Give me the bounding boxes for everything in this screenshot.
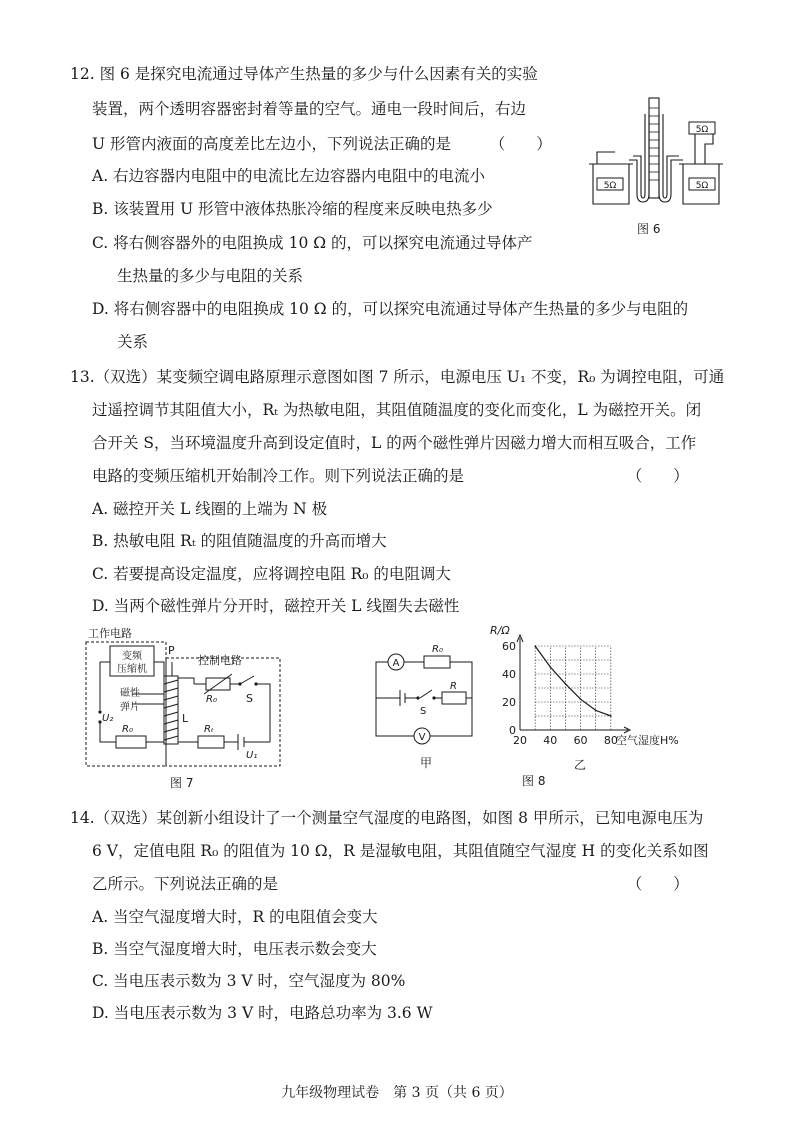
- chart-grid: [535, 646, 611, 730]
- control-circuit-label: 控制电路: [198, 654, 242, 667]
- y-tick-label: 0: [509, 724, 516, 737]
- figure-7-caption: 图 7: [170, 776, 194, 790]
- chart-ticks: [502, 640, 618, 747]
- y-tick-label: 40: [502, 668, 516, 681]
- q13-option-a: A. 磁控开关 L 线圈的上端为 N 极: [92, 500, 328, 518]
- u2-label: U₂: [102, 713, 114, 724]
- chart-xlabel: 空气湿度H%: [616, 734, 679, 747]
- q13-stem-line: 13.（双选）某变频空调电路原理示意图如图 7 所示，电源电压 U₁ 不变，R₀ 为调控电阻，可通: [70, 368, 725, 386]
- figure-8-yi-caption: 乙: [574, 758, 587, 772]
- jia-r-label: R: [450, 681, 457, 692]
- spring-label-2: 弹片: [120, 702, 140, 713]
- jia-r-humidity: [442, 692, 466, 704]
- q14-stem-line: 14.（双选）某创新小组设计了一个测量空气湿度的电路图，如图 8 甲所示，已知电源电压为: [70, 809, 704, 827]
- work-circuit-label: 工作电路: [88, 627, 132, 640]
- x-tick-label: 60: [573, 734, 588, 747]
- x-tick-label: 40: [543, 734, 558, 747]
- series-points: [534, 645, 611, 717]
- left-resistor-label: 5Ω: [603, 181, 617, 191]
- ammeter-label: A: [392, 658, 400, 669]
- y-tick-label: 60: [502, 640, 516, 653]
- data-point: [610, 715, 612, 717]
- q14-stem-line: 乙所示。下列说法正确的是 （ ）: [92, 875, 689, 893]
- spring-label-1: 磁性: [120, 688, 140, 699]
- q13-stem-line: 合开关 S，当环境温度升高到设定值时，L 的两个磁性弹片因磁力增大而相互吸合，工作: [92, 434, 697, 452]
- u1-label: U₁: [246, 750, 258, 761]
- right-resistor-label: 5Ω: [695, 181, 709, 191]
- q12-option-c: C. 将右侧容器外的电阻换成 10 Ω 的，可以探究电流通过导体产: [92, 234, 533, 252]
- data-point: [549, 666, 551, 668]
- y-tick-label: 20: [502, 696, 516, 709]
- figure-8-jia-diagram: [370, 640, 480, 752]
- q14-option-c: C. 当电压表示数为 3 V 时，空气湿度为 80%: [92, 972, 406, 990]
- r0-control-label: R₀: [206, 694, 217, 705]
- q12-option-d-cont: 关系: [117, 333, 149, 351]
- q13-option-b: B. 热敏电阻 Rₜ 的阻值随温度的升高而增大: [92, 532, 387, 550]
- chart-ylabel: R/Ω: [490, 624, 510, 637]
- q12-stem-line: 12. 图 6 是探究电流通过导体产生热量的多少与什么因素有关的实验: [70, 65, 538, 83]
- data-point: [565, 683, 567, 685]
- data-point: [595, 710, 597, 712]
- q13-option-c: C. 若要提高设定温度，应将调控电阻 R₀ 的电阻调大: [92, 565, 451, 583]
- chart-axes: [517, 635, 630, 733]
- x-tick-label: 80: [603, 734, 618, 747]
- q14-option-a: A. 当空气湿度增大时，R 的电阻值会变大: [92, 908, 378, 926]
- q12-stem-line: U 形管内液面的高度差比左边小，下列说法正确的是 （ ）: [92, 135, 552, 153]
- data-point: [580, 698, 582, 700]
- jia-switch-blade: [420, 690, 432, 698]
- series-line-r: [535, 646, 611, 716]
- x-tick-label: 20: [513, 734, 527, 747]
- figure-6-caption: 图 6: [637, 222, 661, 236]
- q12-stem-line: 装置，两个透明容器密封着等量的空气。通电一段时间后，右边: [92, 100, 527, 118]
- page-footer: 九年级物理试卷 第 3 页（共 6 页）: [281, 1085, 513, 1101]
- r0-work-label: R₀: [122, 724, 133, 735]
- jia-s-label: S: [420, 706, 427, 717]
- jia-r0: [424, 656, 450, 668]
- rt-label: Rₜ: [204, 724, 214, 735]
- q14-stem-line: 6 V，定值电阻 R₀ 的阻值为 10 Ω，R 是湿敏电阻，其阻值随空气湿度 H 的变化关系如图: [92, 842, 709, 860]
- q12-option-d: D. 将右侧容器中的电阻换成 10 Ω 的，可以探究电流通过导体产生热量的多少与电阻的: [92, 300, 689, 318]
- jia-r0-label: R₀: [432, 644, 443, 655]
- figure-6: [585, 94, 725, 236]
- q12-option-b: B. 该装置用 U 形管中液体热胀冷缩的程度来反映电热多少: [92, 200, 493, 218]
- compressor-label-2: 压缩机: [117, 664, 147, 675]
- switch-s-label: S: [246, 692, 253, 705]
- r0-work: [116, 736, 146, 748]
- figure-8-jia: [370, 640, 480, 770]
- p-label: P: [168, 644, 175, 657]
- q13-stem-line: 电路的变频压缩机开始制冷工作。则下列说法正确的是 （ ）: [92, 467, 689, 485]
- figure-8-yi: [488, 622, 718, 772]
- rt-resistor: [198, 736, 224, 748]
- switch-s-blade: [240, 676, 254, 684]
- q12-option-c-cont: 生热量的多少与电阻的关系: [117, 267, 304, 285]
- figure-7: [84, 622, 284, 790]
- q13-option-d: D. 当两个磁性弹片分开时，磁控开关 L 线圈失去磁性: [92, 597, 460, 615]
- figure-6-diagram: [585, 94, 725, 212]
- data-point: [534, 645, 536, 647]
- q14-option-b: B. 当空气湿度增大时，电压表示数会变大: [92, 940, 377, 958]
- compressor-label-1: 变频: [122, 651, 142, 662]
- figure-8-jia-caption: 甲: [420, 756, 433, 770]
- humidity-resistance-chart: [488, 622, 718, 754]
- q13-stem-line: 过遥控调节其阻值大小，Rₜ 为热敏电阻，其阻值随温度的变化而变化，L 为磁控开关。闭: [92, 401, 702, 419]
- q12-option-a: A. 右边容器内电阻中的电流比左边容器内电阻中的电流小: [92, 167, 486, 185]
- figure-7-diagram: [84, 622, 284, 772]
- voltmeter-label: V: [418, 732, 426, 743]
- figure-8-caption: 图 8: [522, 774, 546, 788]
- coil-l-label: L: [182, 712, 189, 725]
- q14-option-d: D. 当电压表示数为 3 V 时，电路总功率为 3.6 W: [92, 1004, 433, 1022]
- outer-resistor-label: 5Ω: [695, 125, 709, 135]
